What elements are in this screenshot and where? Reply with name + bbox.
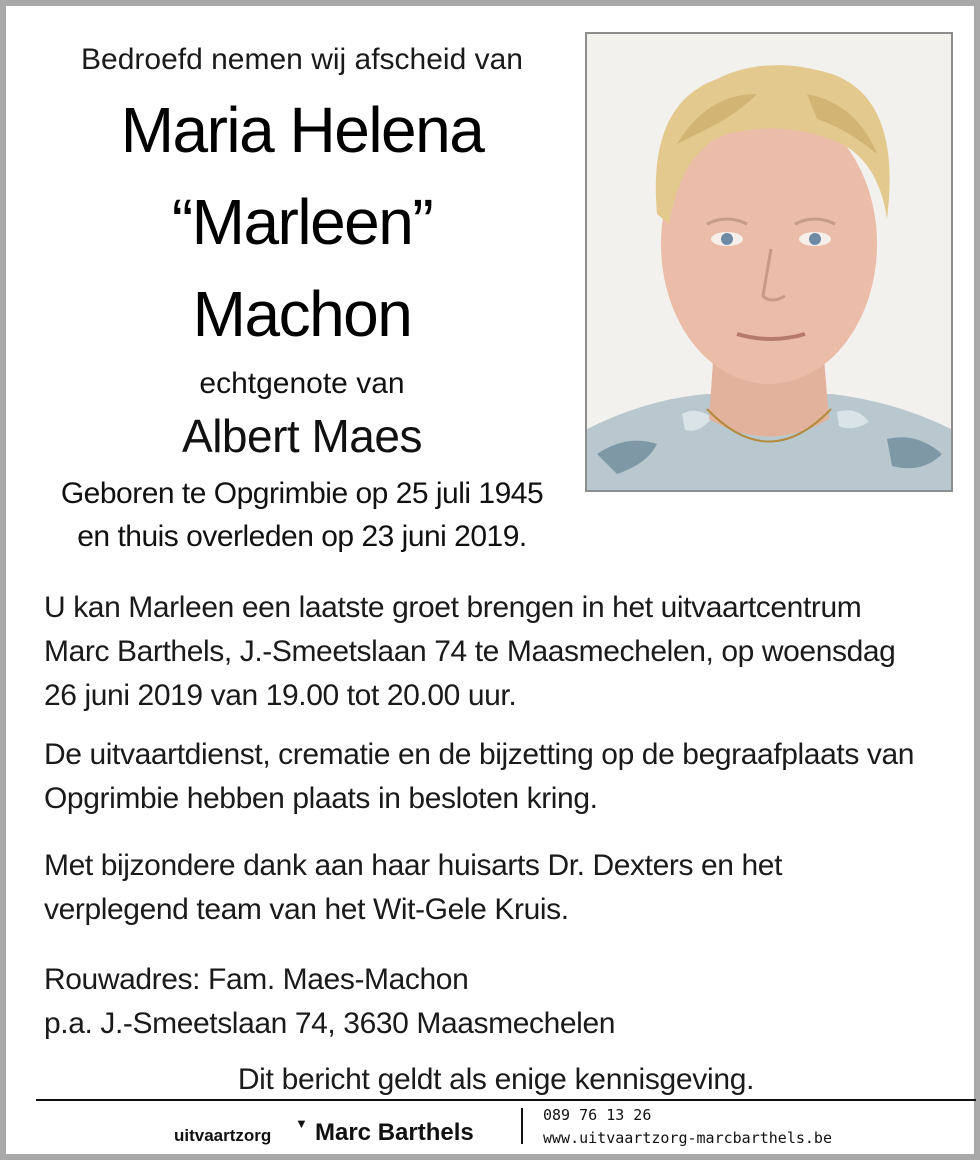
footer-phone: 089 76 13 26 — [543, 1106, 652, 1124]
closing-statement: Dit bericht geldt als enige kennisgeving. — [237, 1063, 755, 1096]
intro-text: Bedroefd nemen wij afscheid van — [81, 43, 523, 76]
portrait-photo-illustration — [587, 34, 951, 490]
footer-brand-label: uitvaartzorg — [174, 1126, 272, 1145]
deceased-surname: Machon — [192, 278, 412, 350]
deceased-nickname: “Marleen” — [171, 186, 433, 258]
footer-divider-rule — [36, 1099, 976, 1101]
footer-vertical-divider — [521, 1108, 523, 1144]
mourning-address: Rouwadres: Fam. Maes-Machon p.a. J.-Smeetslaan 74, 3630 Maasmechelen — [44, 963, 616, 1040]
triangle-down-icon: ▼ — [295, 1116, 308, 1131]
spouse-name: Albert Maes — [182, 410, 422, 462]
service-paragraph: De uitvaartdienst, crematie en de bijzetting op de begraafplaats van Opgrimbie hebben plaats in besloten kring. — [44, 738, 915, 815]
deceased-name-line-1: Maria Helena — [120, 94, 484, 166]
footer-brand-name: Marc Barthels — [315, 1119, 474, 1146]
spouse-label: echtgenote van — [199, 367, 405, 400]
thanks-paragraph: Met bijzondere dank aan haar huisarts Dr. Dexters en het verplegend team van het Wit-Gele Kruis. — [44, 849, 783, 926]
death-line: en thuis overleden op 23 juni 2019. — [77, 520, 527, 553]
visitation-paragraph: U kan Marleen een laatste groet brengen in het uitvaartcentrum Marc Barthels, J.-Smeetslaan 74 te Maasmechelen, op woensdag 26 juni 2019 van 19.00 tot 20.00 uur. — [44, 591, 896, 712]
portrait-photo — [585, 32, 953, 492]
birth-line: Geboren te Opgrimbie op 25 juli 1945 — [60, 477, 544, 510]
footer-website-link[interactable]: www.uitvaartzorg-marcbarthels.be — [543, 1129, 832, 1147]
